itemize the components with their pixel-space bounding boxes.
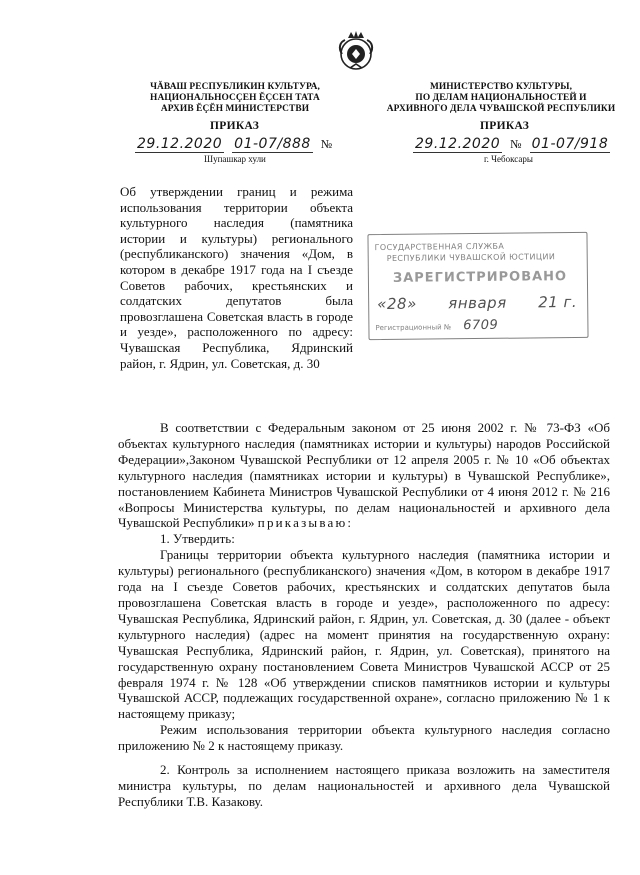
order-word: приказываю: (257, 515, 354, 531)
registration-stamp (367, 232, 588, 340)
place-chuvash: Шупашкар хули (204, 154, 266, 164)
stamp-date-row (377, 293, 577, 313)
number-sign-right: № (510, 137, 522, 151)
order-heading-right: ПРИКАЗ (480, 120, 530, 132)
order-number-right: 01-07/918 (531, 136, 609, 152)
order-title (120, 184, 353, 371)
item-1-regime: Режим использования территории объекта культурного наследия согласно приложению № 2 к настоящему приказу. (118, 722, 610, 754)
number-sign-left: № (320, 137, 333, 151)
stamp-reg-number: 6709 (463, 317, 499, 334)
header-left-line: НАЦИОНАЛЬНОСÇЕН ĔÇСЕН ТАТА (150, 93, 320, 103)
order-title-text: Об утверждении границ и режима использования территории объекта культурного наследия (памятника истории и культуры) регионального (республиканского) значения «Дом, в котором в декабре 1917 года на I съезде Советов рабочих, крестьянских и солдатских депутатов была провозглашена Советская власть в городе и уезде», расположенного по адресу: Чувашская Республика, Ядринский район, г. Ядрин, ул. Советская, д. 30 (120, 184, 353, 371)
coat-of-arms-emblem (334, 28, 378, 72)
stamp-line-2: РЕСПУБЛИКИ ЧУВАШСКОЙ ЮСТИЦИИ (386, 252, 556, 263)
place-russian: г. Чебоксары (484, 154, 533, 164)
preamble-text: В соответствии с Федеральным законом от 25 июня 2002 г. № 73-ФЗ «Об объектах культурного наследия (памятниках истории и культуры) народов Российской Федерации»,Законом Чувашской Республики от 12 апреля 2005 г. № 10 «Об объектах культурного наследия (памятниках истории и культуры) в Чувашской Республике», постановлением Кабинета Министров Чувашской Республики от 4 июня 2012 г. № 216 «Вопросы Министерства культуры, по делам национальностей и архивного дела Чувашской Республики» (118, 420, 610, 531)
ministry-name-russian (385, 82, 617, 115)
order-heading-left: ПРИКАЗ (210, 120, 260, 132)
preamble-paragraph (118, 420, 610, 531)
header-right-line: ПО ДЕЛАМ НАЦИОНАЛЬНОСТЕЙ И (415, 93, 587, 103)
stamp-month: января (448, 293, 507, 313)
order-date-number-right (413, 136, 610, 153)
order-date-right: 29.12.2020 (415, 136, 501, 152)
header-left-line: АРХИВ ĔÇĔН МИНИСТЕРСТВИ (160, 104, 310, 114)
stamp-registered: ЗАРЕГИСТРИРОВАНО (392, 269, 568, 286)
item-2-control: 2. Контроль за исполнением настоящего приказа возложить на заместителя министра культуры, по делам национальностей и архивного дела Чувашской Республики Т.В. Казакову. (118, 762, 610, 809)
order-body (118, 420, 610, 810)
order-date-number-left (135, 136, 332, 153)
order-date-left: 29.12.2020 (137, 136, 223, 152)
item-1-boundaries: Границы территории объекта культурного наследия (памятника истории и культуры) регионального (республиканского) значения «Дом, в котором в декабре 1917 года на I съезде Советов рабочих, крестьянских и солдатских депутатов была провозглашена Советская власть в городе и уезде», расположенного по адресу: Чувашская Республика, Ядринский район, г. Ядрин, ул. Советская, д. 30 (далее - объект культурного наследия) (адрес на момент принятия на государственную охрану: Чувашская Республика, Ядринский район, г. Ядрин, ул. Советская), принятого на государственную охрану постановлением Совета Министров Чувашской АССР от 25 февраля 1974 г. № 128 «Об утверждении списков памятников истории и культуры Чувашской АССР, подлежащих государственной охране», согласно приложению № 1 к настоящему приказу; (118, 547, 610, 722)
stamp-registration-row (375, 318, 498, 334)
stamp-line-1: ГОСУДАРСТВЕННАЯ СЛУЖБА (374, 241, 505, 253)
header-right-line: МИНИСТЕРСТВО КУЛЬТУРЫ, (429, 82, 573, 92)
ministry-name-chuvash (120, 82, 350, 115)
stamp-day: «28» (377, 294, 417, 314)
header-right-line: АРХИВНОГО ДЕЛА ЧУВАШСКОЙ РЕСПУБЛИКИ (386, 104, 616, 114)
header-left-line: ЧĂВАШ РЕСПУБЛИКИН КУЛЬТУРА, (150, 82, 320, 92)
item-1-heading: 1. Утвердить: (160, 531, 235, 547)
order-number-left: 01-07/888 (234, 136, 311, 152)
stamp-year: 21 г. (538, 292, 578, 312)
stamp-reg-label: Регистрационный № (375, 323, 452, 333)
